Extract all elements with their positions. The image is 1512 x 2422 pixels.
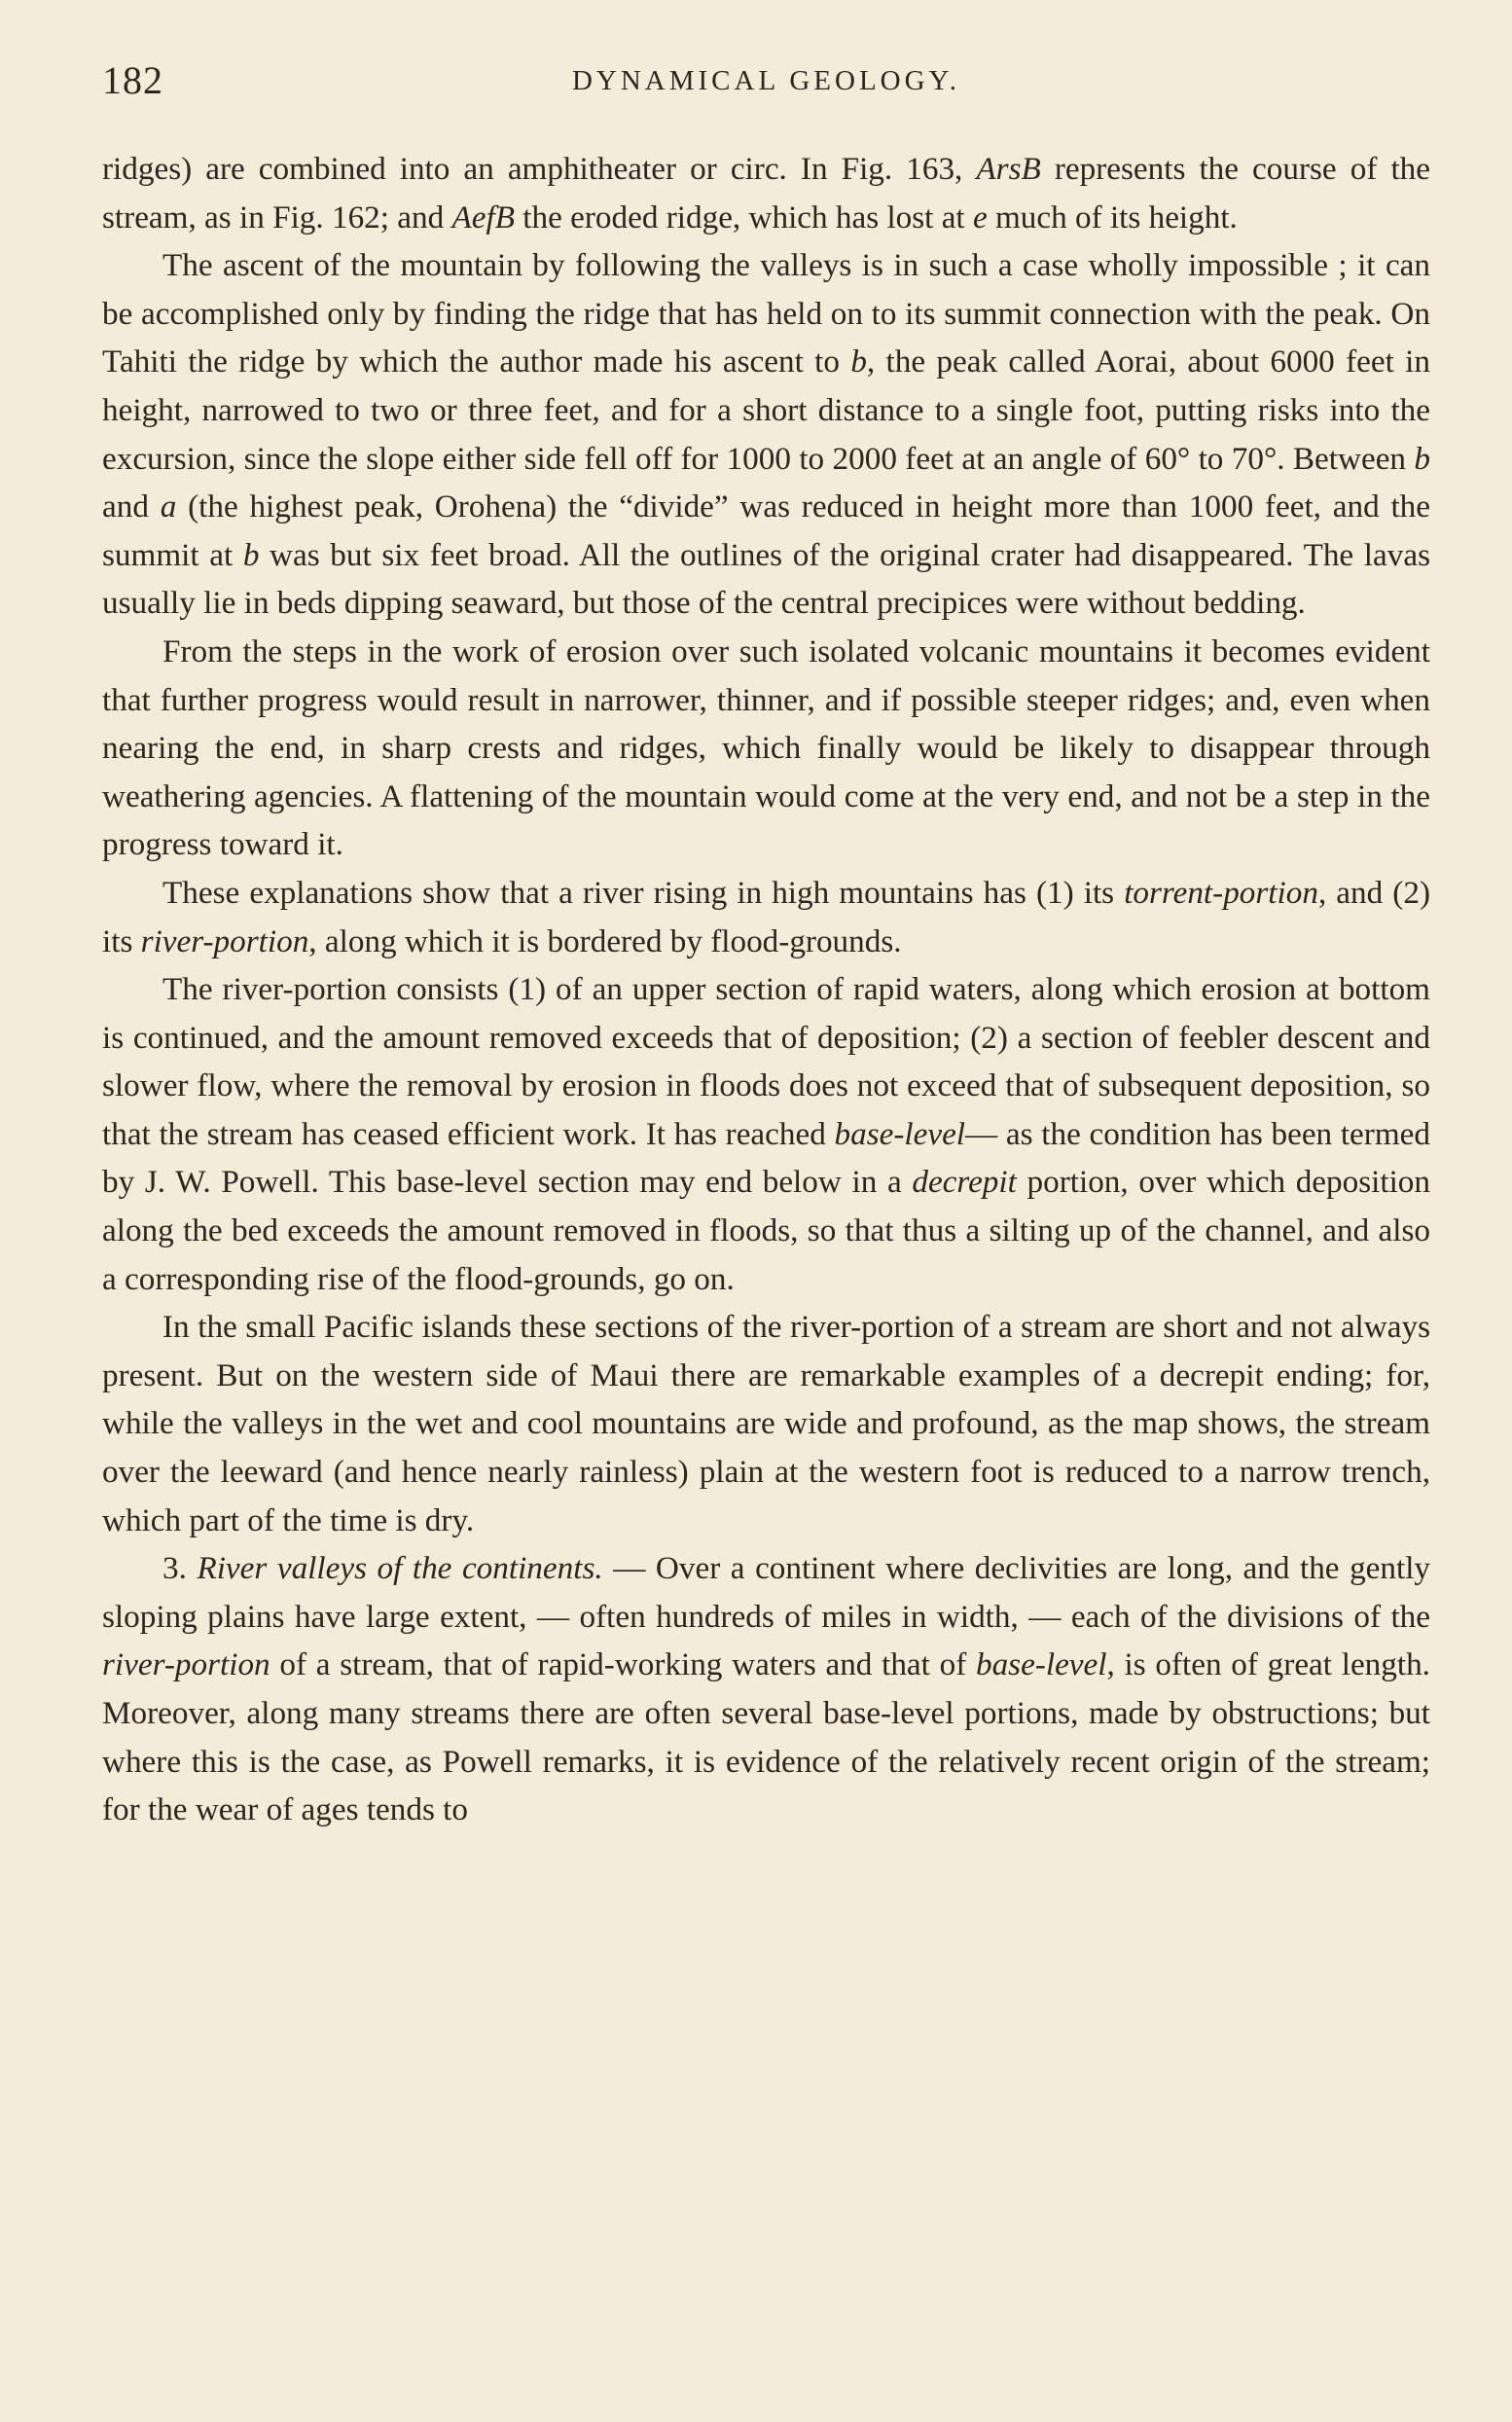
paragraph bbox=[102, 869, 1430, 965]
text-run: — Over a continent where declivities are long, and the gently sloping plains have large extent, — often hundreds of miles in width, — each of the divisions of the bbox=[102, 1550, 1431, 1635]
text-run: , along which it is bordered by flood-grounds. bbox=[308, 922, 902, 959]
italic-text: AefB bbox=[451, 199, 515, 235]
italic-text: river-portion bbox=[102, 1646, 270, 1683]
text-run: portion, over which deposition along the bed exceeds the amount removed in floods, so that thus a silting up of the channel, and also a corresponding rise of the flood-grounds, go on. bbox=[102, 1164, 1430, 1297]
paragraph bbox=[102, 241, 1430, 628]
text-run: of a stream, that of rapid-working waters and that of bbox=[270, 1646, 976, 1683]
text-run: The river-portion consists (1) of an upper section of rapid waters, along which erosion at bottom is continued, and the amount removed exceeds that of deposition; (2) a section of feebler descent and slower flow, where the removal by erosion in floods does not exceed that of subsequent deposition, so that the stream has ceased efficient work. It has reached bbox=[102, 971, 1430, 1152]
italic-text: b bbox=[850, 343, 867, 380]
italic-text: a bbox=[160, 488, 177, 525]
italic-text: river-portion bbox=[140, 922, 309, 959]
text-run: ridges) are combined into an amphitheater or circ. In Fig. 163, bbox=[102, 151, 977, 187]
italic-text: base-level bbox=[834, 1115, 966, 1152]
italic-text: torrent-portion bbox=[1124, 874, 1318, 911]
text-run: much of its height. bbox=[987, 199, 1238, 235]
text-run: was but six feet broad. All the outlines of the original crater had disappeared. The lavas usually lie in beds dipping seaward, but those of the central precipices were without bedding. bbox=[102, 536, 1430, 622]
italic-text: decrepit bbox=[912, 1164, 1017, 1201]
text-run: From the steps in the work of erosion over such isolated volcanic mountains it becomes evident that further progress would result in narrower, thinner, and if possible steeper ridges; and, even when nearing the end, in sharp crests and ridges, which finally would be likely to disappear through weathering agencies. A flattening of the mountain would come at the very end, and not be a step in the progress toward it. bbox=[102, 633, 1430, 863]
body-text bbox=[102, 145, 1430, 1834]
paragraph bbox=[102, 628, 1430, 869]
page-number: 182 bbox=[102, 58, 163, 102]
text-run: the eroded ridge, which has lost at bbox=[515, 199, 973, 235]
paragraph bbox=[102, 1544, 1430, 1834]
text-run: In the small Pacific islands these sections of the river-portion of a stream are short and not always present. But on the western side of Maui there are remarkable examples of a decrepit ending; for, while the valleys in the wet and cool mountains are wide and profound, as the map shows, the stream over the leeward (and hence nearly rainless) plain at the western foot is reduced to a narrow trench, which part of the time is dry. bbox=[102, 1309, 1430, 1538]
text-run: , and (2) its bbox=[102, 874, 1431, 959]
italic-text: base-level bbox=[975, 1646, 1107, 1683]
text-run: (the highest peak, Orohena) the “divide” was reduced in height more than 1000 feet, and the summit at bbox=[102, 488, 1430, 573]
italic-text: ArsB bbox=[976, 151, 1041, 187]
text-run: , is often of great length. Moreover, along many streams there are often several base-level portions, made by obstructions; but where this is the case, as Powell remarks, it is evidence of the relatively recent origin of the stream; for the wear of ages tends to bbox=[102, 1646, 1430, 1828]
text-run: The ascent of the mountain by following the valleys is in such a case wholly impossible ; it can be accomplished only by finding the ridge that has held on to its summit connection with the peak. On Tahiti the ridge by which the author made his ascent to bbox=[102, 247, 1430, 380]
text-run: represents the course of the stream, as in Fig. 162; and bbox=[102, 151, 1430, 235]
italic-text: e bbox=[972, 199, 988, 235]
text-run: — as the condition has been termed by J. W. Powell. This base-level section may end below in a bbox=[102, 1115, 1430, 1201]
italic-text: b bbox=[1414, 440, 1430, 477]
italic-text: River valleys of the continents. bbox=[197, 1550, 603, 1587]
italic-text: b bbox=[242, 536, 260, 573]
running-head: DYNAMICAL GEOLOGY. bbox=[571, 65, 961, 96]
paragraph bbox=[102, 965, 1430, 1303]
page-header bbox=[102, 54, 1430, 114]
text-run: , the peak called Aorai, about 6000 feet in height, narrowed to two or three feet, and for a short distance to a single foot, putting risks into the excursion, since the slope either side fell off for 1000 to 2000 feet at an angle of 60° to 70°. Between bbox=[102, 343, 1430, 477]
paragraph bbox=[102, 145, 1430, 241]
text-run: 3. bbox=[162, 1550, 198, 1587]
text-run: and bbox=[102, 488, 161, 525]
paragraph bbox=[102, 1303, 1430, 1544]
text-run: These explanations show that a river rising in high mountains has (1) its bbox=[162, 874, 1125, 911]
